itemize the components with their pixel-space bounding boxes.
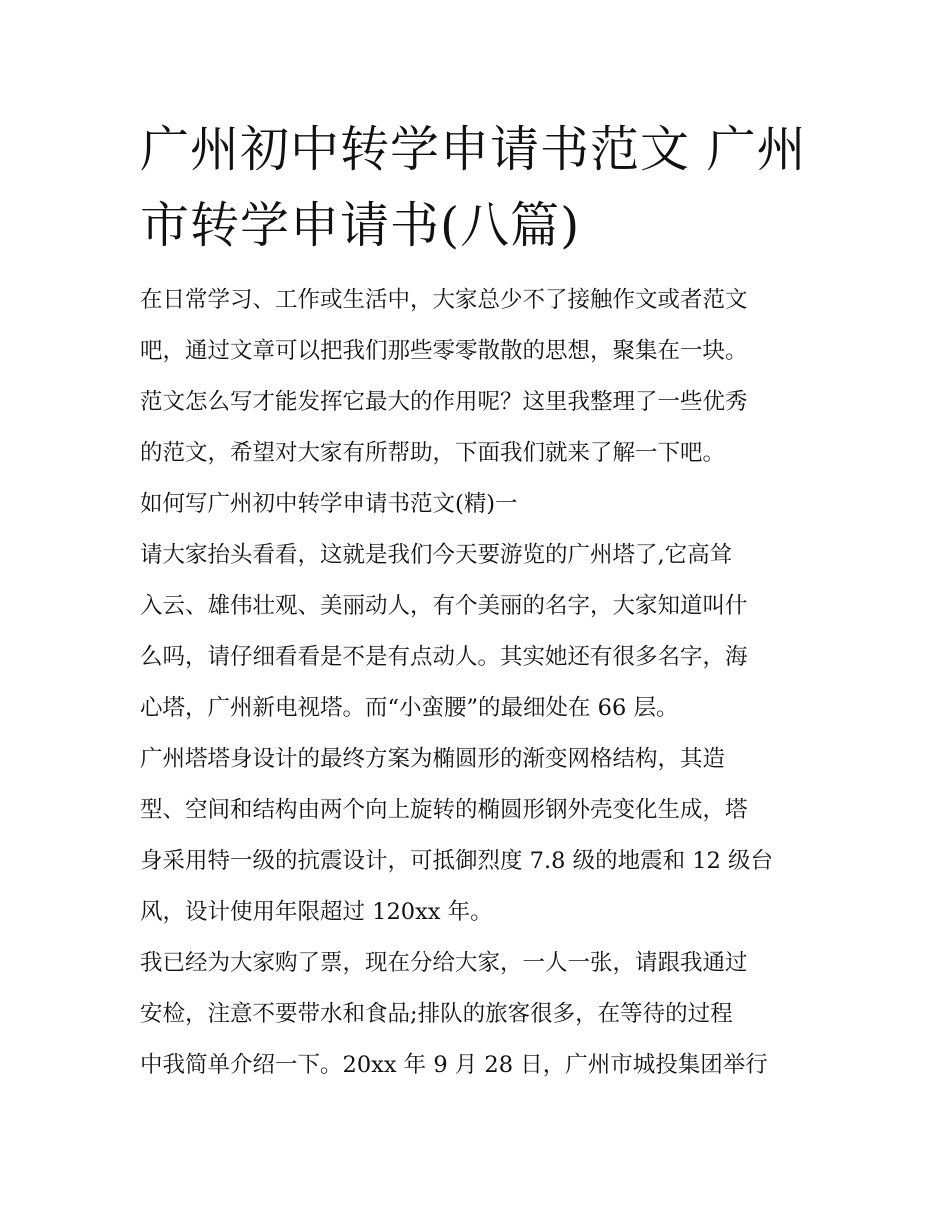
document-title [140,112,820,264]
body-line: 心塔，广州新电视塔。而“小蛮腰”的最细处在 66 层。 [140,695,679,721]
body-line: 请大家抬头看看，这就是我们今天要游览的广州塔了,它高耸 [140,542,733,568]
body-line: 安检，注意不要带水和食品;排队的旅客很多，在等待的过程 [140,1001,733,1027]
body-line: 身采用特一级的抗震设计，可抵御烈度 7.8 级的地震和 12 级台 [140,848,774,874]
body-line: 入云、雄伟壮观、美丽动人，有个美丽的名字，大家知道叫什 [140,593,748,619]
section-heading: 如何写广州初中转学申请书范文(精)一 [140,491,518,517]
body-line: 吧，通过文章可以把我们那些零零散散的思想，聚集在一块。 [140,338,748,364]
body-line: 我已经为大家购了票，现在分给大家，一人一张，请跟我通过 [140,950,748,976]
body-line: 风，设计使用年限超过 120xx 年。 [140,899,493,925]
body-line: 中我简单介绍一下。20xx 年 9 月 28 日，广州市城投集团举行 [140,1052,768,1078]
body-line: 范文怎么写才能发挥它最大的作用呢？这里我整理了一些优秀 [140,389,748,415]
title-line: 市转学申请书(八篇) [140,197,581,254]
body-line: 广州塔塔身设计的最终方案为椭圆形的渐变网格结构，其造 [140,746,726,772]
title-line: 广州初中转学申请书范文 广州 [140,121,807,178]
body-line: 型、空间和结构由两个向上旋转的椭圆形钢外壳变化生成，塔 [140,797,748,823]
body-line: 在日常学习、工作或生活中，大家总少不了接触作文或者范文 [140,287,748,313]
body-line: 么吗，请仔细看看是不是有点动人。其实她还有很多名字，海 [140,644,748,670]
body-line: 的范文，希望对大家有所帮助，下面我们就来了解一下吧。 [140,440,726,466]
document-body [140,275,830,1091]
